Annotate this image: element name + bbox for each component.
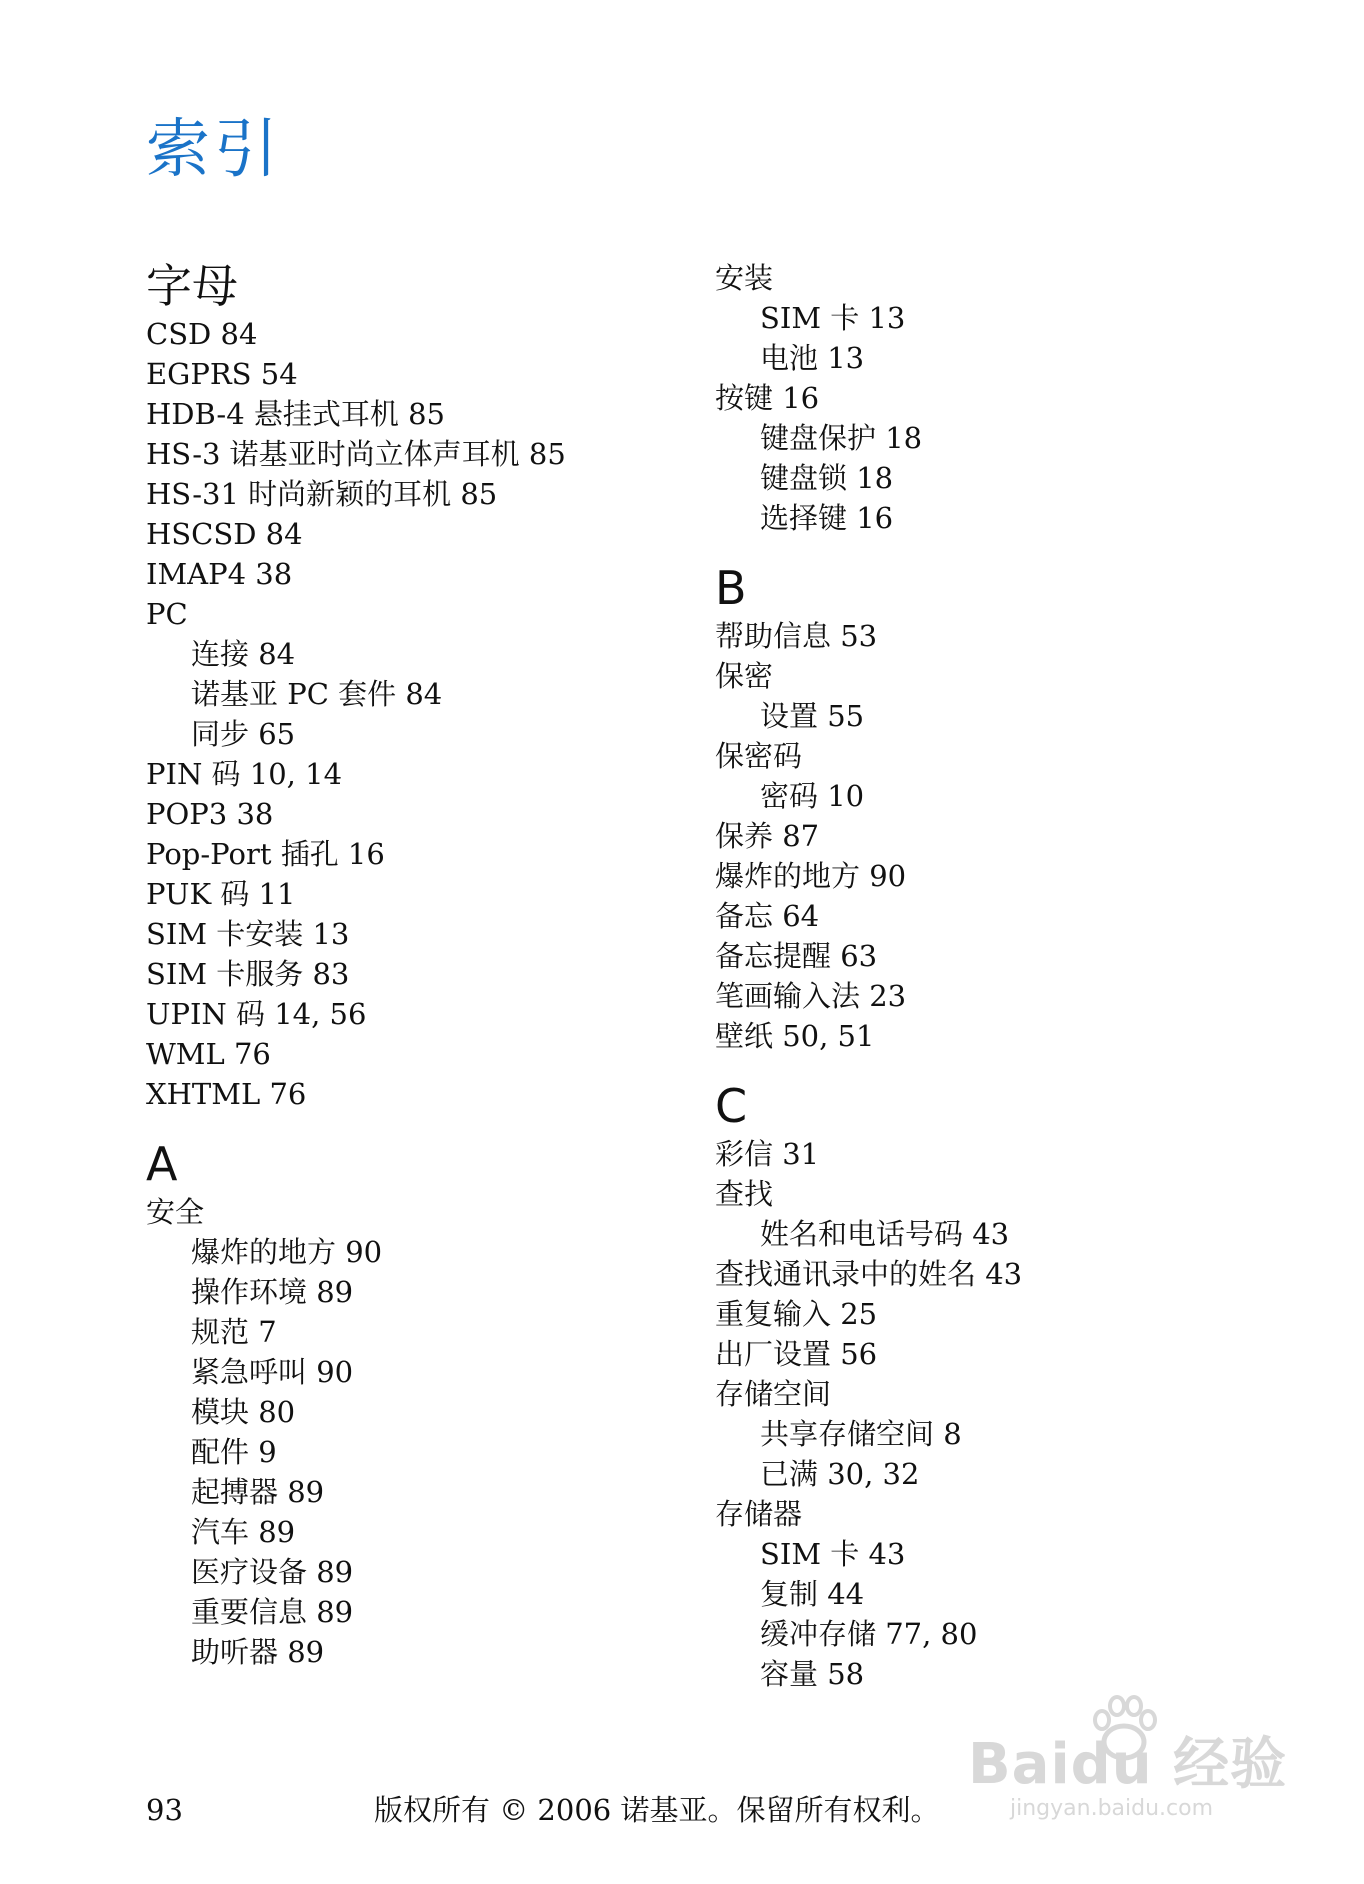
page-title: 索引 xyxy=(146,113,282,187)
index-subentry: 同步 65 xyxy=(191,717,296,751)
index-entry: 按键 16 xyxy=(715,381,820,415)
index-subentry: 键盘保护 18 xyxy=(760,421,923,455)
index-subentry: 医疗设备 89 xyxy=(191,1555,354,1589)
index-entry: PIN 码 10, 14 xyxy=(146,757,343,791)
index-entry: POP3 38 xyxy=(146,797,274,831)
index-subentry: 汽车 89 xyxy=(191,1515,296,1549)
index-entry: HS-3 诺基亚时尚立体声耳机 85 xyxy=(146,437,566,471)
index-left-column xyxy=(146,258,566,1672)
index-entry: 保密码 xyxy=(715,739,803,773)
index-entry: 保密 xyxy=(715,659,774,693)
index-subentry: 规范 7 xyxy=(191,1315,277,1349)
index-entry: HS-31 时尚新颖的耳机 85 xyxy=(146,477,498,511)
index-subentry: 爆炸的地方 90 xyxy=(191,1235,383,1269)
index-entry: XHTML 76 xyxy=(146,1077,307,1111)
index-entry: 重复输入 25 xyxy=(715,1297,878,1331)
index-subentry: 电池 13 xyxy=(760,341,865,375)
index-entry: 安装 xyxy=(715,261,774,295)
index-entry: 存储器 xyxy=(715,1497,803,1531)
index-subentry: 连接 84 xyxy=(191,637,296,671)
index-entry: CSD 84 xyxy=(146,317,258,351)
index-entry: 安全 xyxy=(146,1195,205,1229)
index-entry: 查找 xyxy=(715,1177,774,1211)
index-subentry: 密码 10 xyxy=(760,779,865,813)
index-subentry: 选择键 16 xyxy=(760,501,894,535)
index-subentry: 助听器 89 xyxy=(191,1635,325,1669)
index-entry: PUK 码 11 xyxy=(146,877,296,911)
watermark-logo-text: Baidu 经验 xyxy=(968,1732,1288,1797)
index-entry: HSCSD 84 xyxy=(146,517,303,551)
section-heading: 字母 xyxy=(146,259,238,313)
index-subentry: 姓名和电话号码 43 xyxy=(760,1217,1010,1251)
index-entry: 爆炸的地方 90 xyxy=(715,859,907,893)
baidu-watermark xyxy=(968,1690,1298,1840)
index-entry: Pop-Port 插孔 16 xyxy=(146,837,385,871)
index-subentry: 模块 80 xyxy=(191,1395,296,1429)
index-subentry: 容量 58 xyxy=(760,1657,865,1691)
index-subentry: 复制 44 xyxy=(760,1577,865,1611)
index-entry: 查找通讯录中的姓名 43 xyxy=(715,1257,1023,1291)
index-entry: SIM 卡安装 13 xyxy=(146,917,350,951)
index-subentry: 已满 30, 32 xyxy=(760,1457,920,1491)
watermark-url: jingyan.baidu.com xyxy=(1010,1796,1214,1821)
index-entry: UPIN 码 14, 56 xyxy=(146,997,367,1031)
index-subentry: 缓冲存储 77, 80 xyxy=(760,1617,978,1651)
index-subentry: 操作环境 89 xyxy=(191,1275,354,1309)
index-entry: 保养 87 xyxy=(715,819,820,853)
index-entry: 帮助信息 53 xyxy=(715,619,878,653)
section-heading: A xyxy=(146,1137,178,1191)
index-subentry: 重要信息 89 xyxy=(191,1595,354,1629)
index-entry: 笔画输入法 23 xyxy=(715,979,907,1013)
page-number: 93 xyxy=(146,1793,183,1827)
index-subentry: 设置 55 xyxy=(760,699,865,733)
index-subentry: 诺基亚 PC 套件 84 xyxy=(191,677,443,711)
index-entry: 备忘 64 xyxy=(715,899,820,933)
index-subentry: SIM 卡 43 xyxy=(760,1537,906,1571)
index-entry: 彩信 31 xyxy=(715,1137,820,1171)
copyright-notice: 版权所有 © 2006 诺基亚。保留所有权利。 xyxy=(374,1793,940,1827)
index-entry: 出厂设置 56 xyxy=(715,1337,878,1371)
index-entry: HDB-4 悬挂式耳机 85 xyxy=(146,397,445,431)
index-subentry: 键盘锁 18 xyxy=(760,461,894,495)
index-entry: PC xyxy=(146,597,188,631)
index-subentry: 紧急呼叫 90 xyxy=(191,1355,354,1389)
index-right-column xyxy=(715,258,1022,1694)
index-entry: IMAP4 38 xyxy=(146,557,293,591)
index-entry: SIM 卡服务 83 xyxy=(146,957,350,991)
index-entry: WML 76 xyxy=(146,1037,271,1071)
index-subentry: 配件 9 xyxy=(191,1435,277,1469)
index-subentry: 共享存储空间 8 xyxy=(760,1417,962,1451)
index-subentry: SIM 卡 13 xyxy=(760,301,906,335)
index-entry: 备忘提醒 63 xyxy=(715,939,878,973)
section-heading: B xyxy=(715,561,747,615)
section-heading: C xyxy=(715,1079,748,1133)
index-entry: 存储空间 xyxy=(715,1377,832,1411)
index-subentry: 起搏器 89 xyxy=(191,1475,325,1509)
index-entry: 壁纸 50, 51 xyxy=(715,1019,875,1053)
index-entry: EGPRS 54 xyxy=(146,357,298,391)
